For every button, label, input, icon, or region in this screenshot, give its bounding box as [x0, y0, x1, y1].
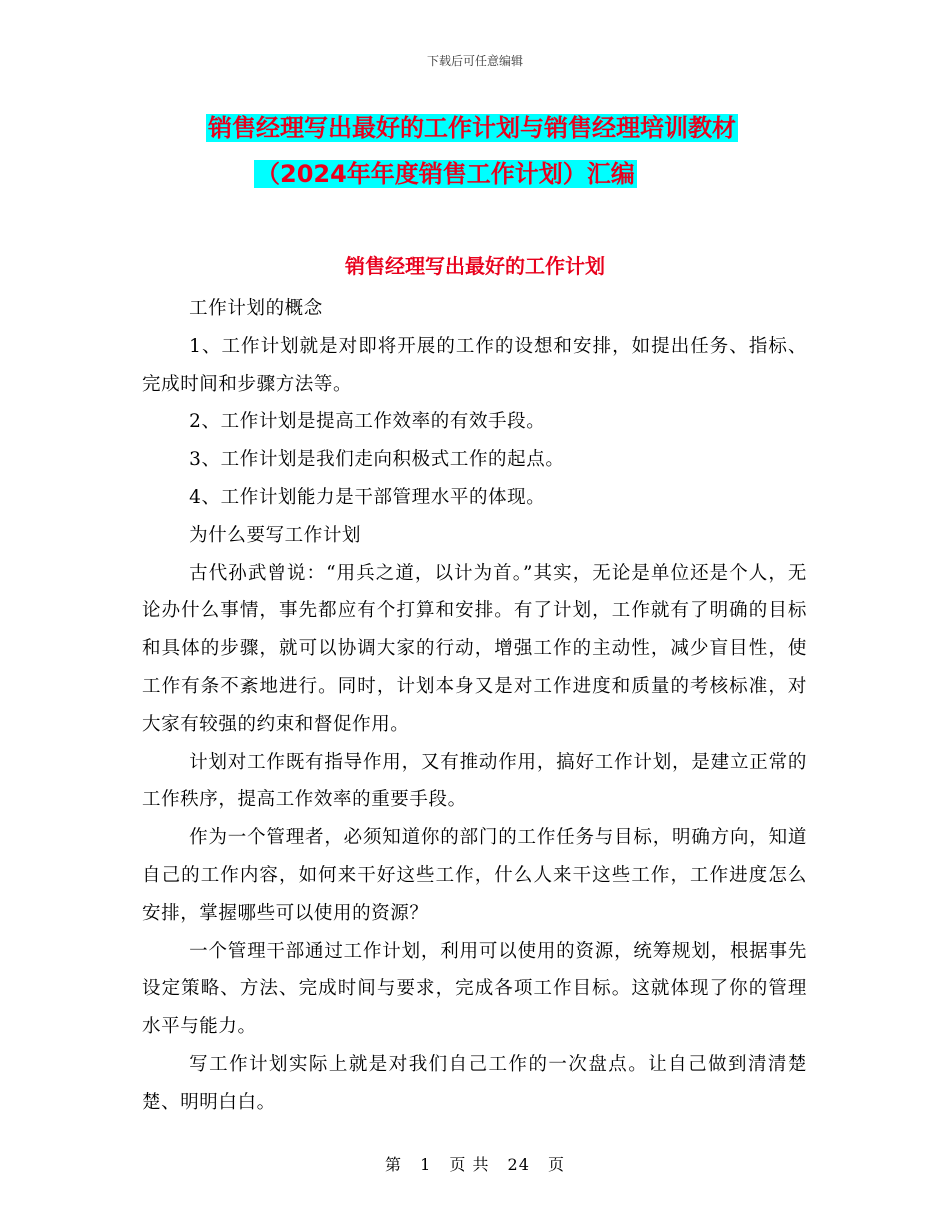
- paragraph-item-2: 2、工作计划是提高工作效率的有效手段。: [189, 411, 546, 433]
- footer-suffix: 页: [548, 1155, 566, 1174]
- title-line-1-text: 销售经理写出最好的工作计划与销售经理培训教材: [208, 114, 736, 142]
- footer-prefix: 第: [384, 1155, 402, 1174]
- page-number: 1: [420, 1155, 432, 1174]
- page-footer: [0, 1152, 950, 1175]
- paragraph: 作为一个管理者，必须知道你的部门的工作任务与目标，明确方向，知道自己的工作内容，如何来干好这些工作，什么人来干这些工作，工作进度怎么安排，掌握哪些可以使用的资源？: [142, 827, 807, 924]
- heading-why: 为什么要写工作计划: [189, 524, 362, 546]
- paragraph: 古代孙武曾说：“用兵之道，以计为首。”其实，无论是单位还是个人，无论办什么事情，事先都应有个打算和安排。有了计划，工作就有了明确的目标和具体的步骤，就可以协调大家的行动，增强工作的主动性，减少盲目性，使工作有条不紊地进行。同时，计划本身又是对工作进度和质量的考核标准，对大家有较强的约束和督促作用。: [142, 562, 807, 735]
- paragraph: 写工作计划实际上就是对我们自己工作的一次盘点。让自己做到清清楚楚、明明白白。: [142, 1053, 807, 1113]
- document-title: [0, 108, 950, 194]
- title-line-1: [206, 108, 950, 148]
- paragraph: 计划对工作既有指导作用，又有推动作用，搞好工作计划，是建立正常的工作秩序，提高工作效率的重要手段。: [142, 751, 807, 811]
- footer-mid: 页 共: [449, 1155, 490, 1174]
- paragraph-item-4: 4、工作计划能力是干部管理水平的体现。: [189, 486, 546, 508]
- page-total: 24: [507, 1155, 530, 1174]
- heading-concept: 工作计划的概念: [189, 298, 323, 319]
- paragraph-item-1: 1、工作计划就是对即将开展的工作的设想和安排，如提出任务、指标、完成时间和步骤方法等。: [142, 335, 807, 395]
- title-line-2: [254, 154, 950, 194]
- section-title: 销售经理写出最好的工作计划: [345, 254, 605, 278]
- paragraph: 一个管理干部通过工作计划，利用可以使用的资源，统筹规划，根据事先设定策略、方法、完成时间与要求，完成各项工作目标。这就体现了你的管理水平与能力。: [142, 940, 807, 1038]
- body-content: [142, 290, 807, 1122]
- title-line-2-text: （2024年年度销售工作计划）汇编: [256, 160, 635, 188]
- header-note: 下载后可任意编辑: [426, 54, 523, 68]
- paragraph-item-3: 3、工作计划是我们走向积极式工作的起点。: [189, 449, 565, 471]
